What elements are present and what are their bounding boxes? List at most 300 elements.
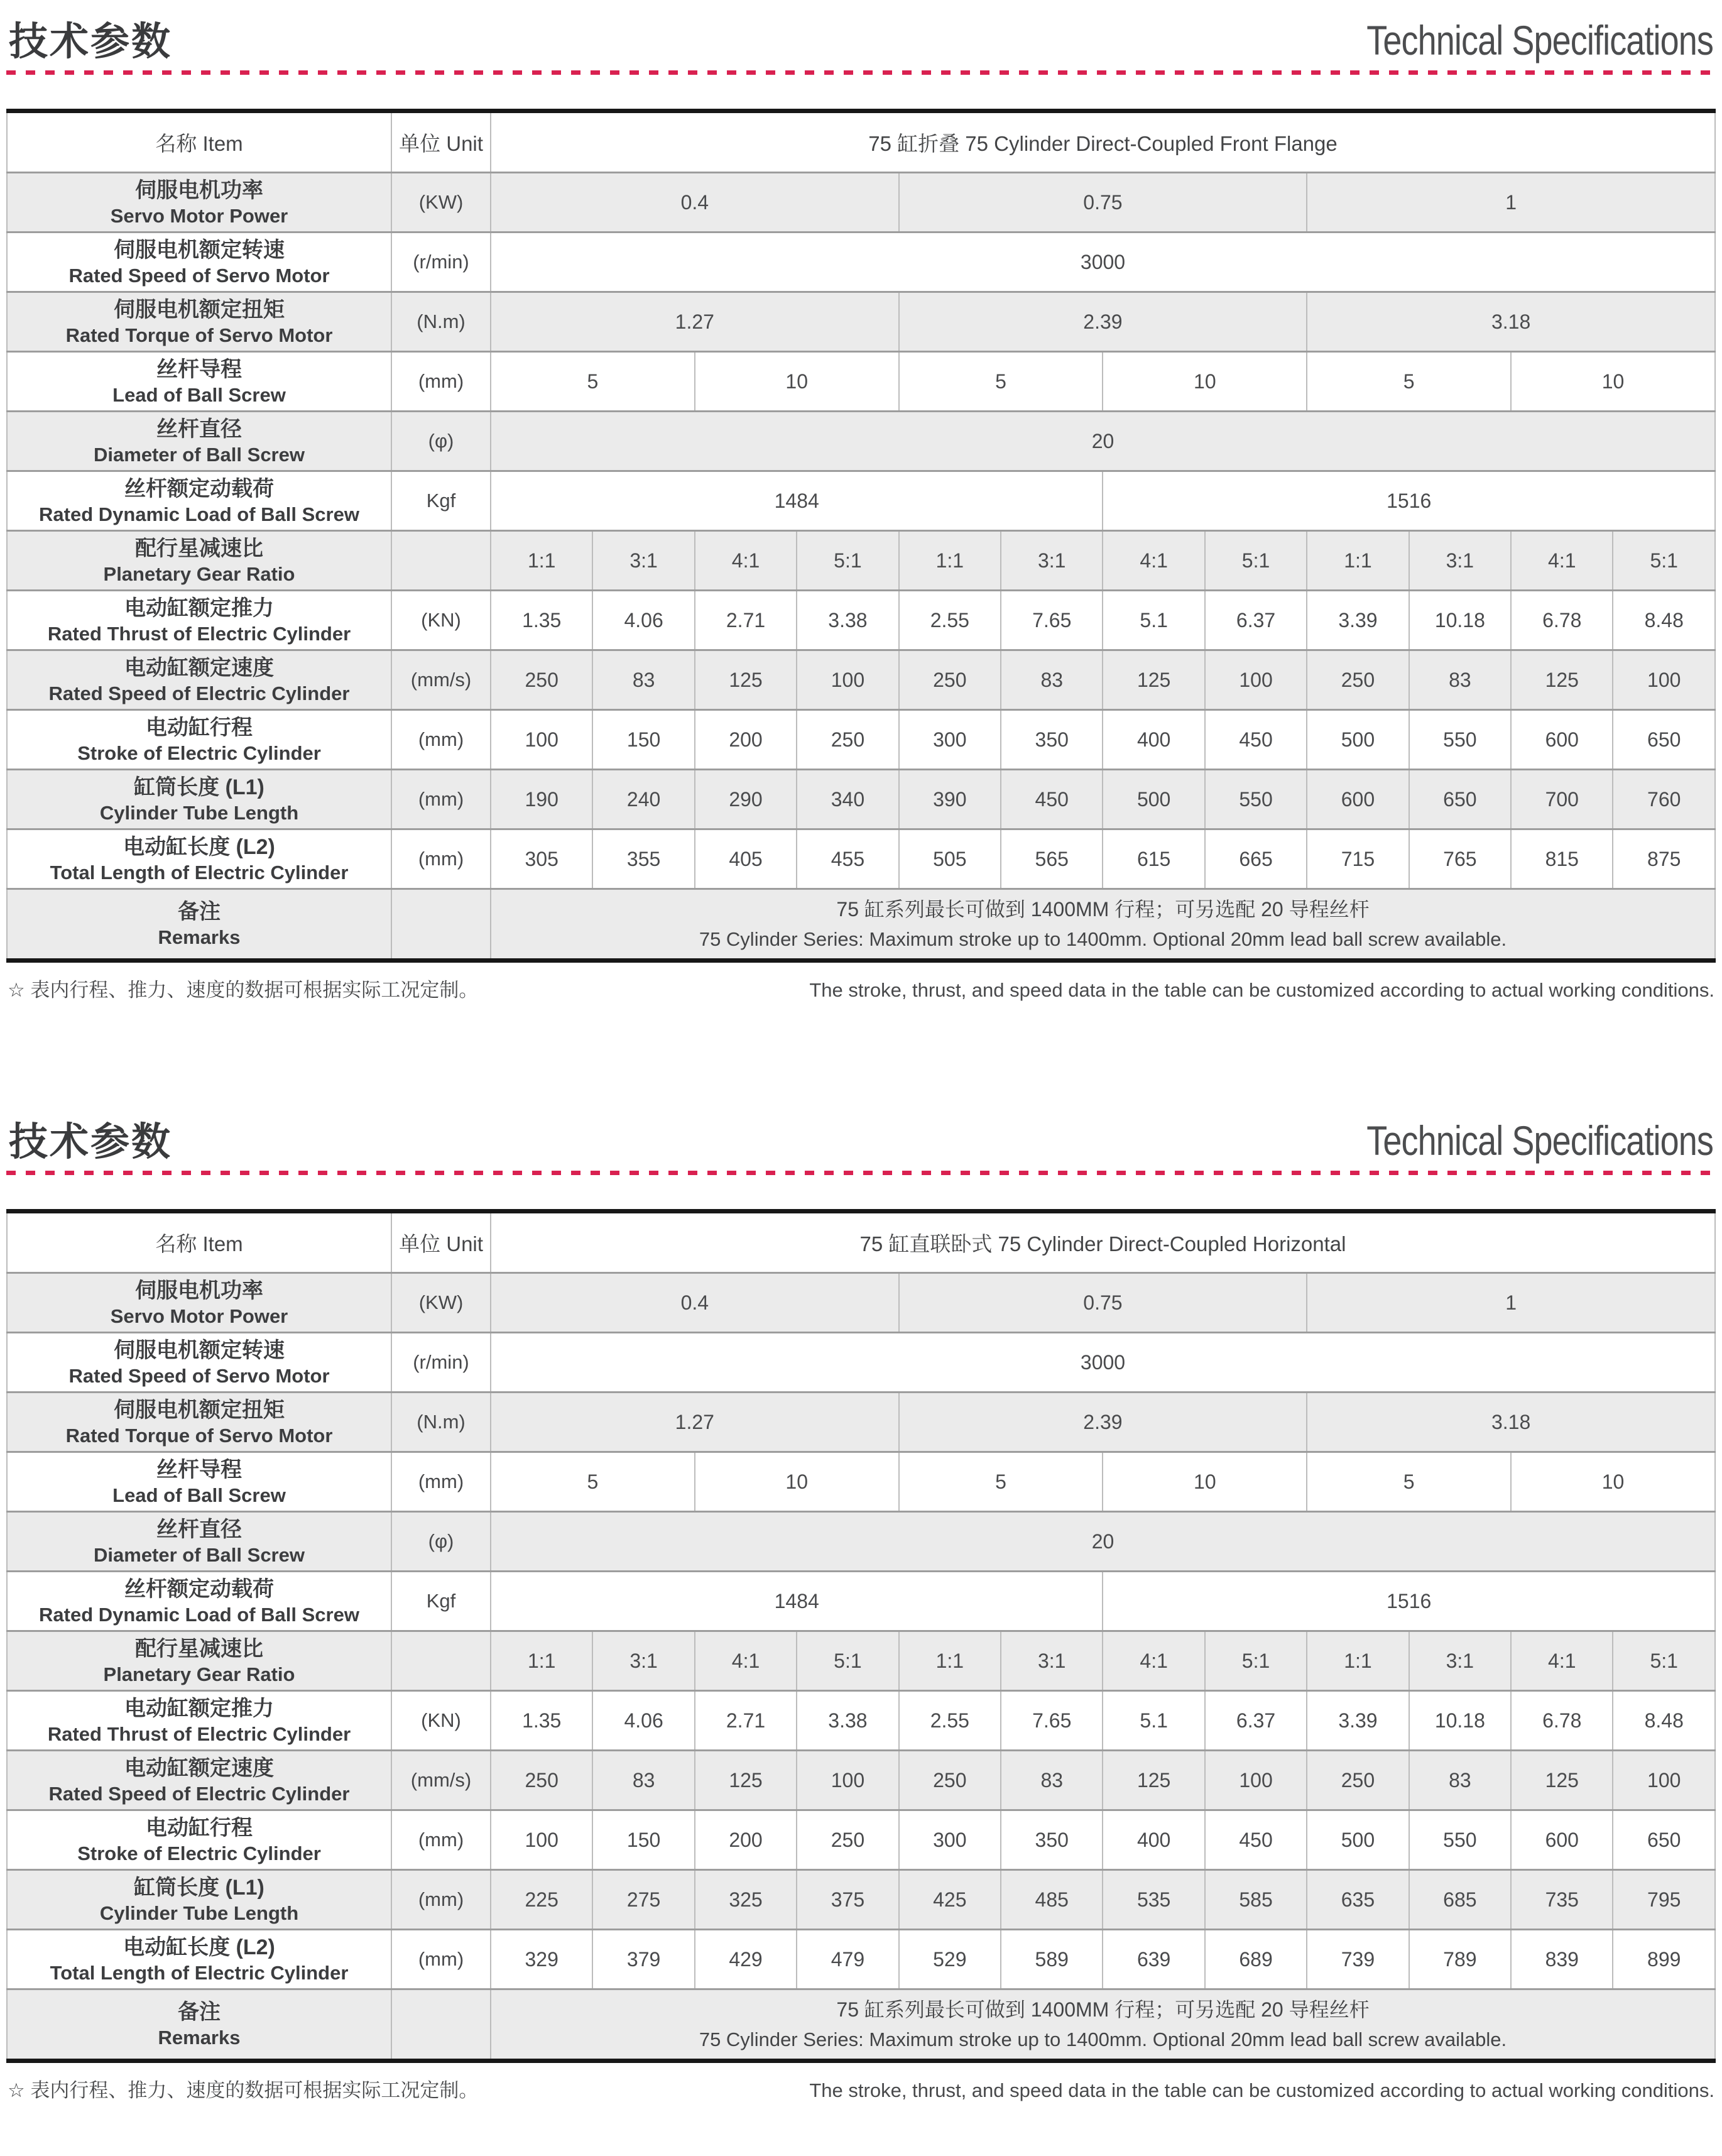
row-label-en: Rated Dynamic Load of Ball Screw [39, 1603, 359, 1626]
row-label-zh: 配行星减速比 [135, 1636, 263, 1661]
dashed-divider [6, 1171, 1716, 1175]
row-label-cell [7, 1452, 391, 1512]
row-unit-cell: (φ) [391, 1512, 491, 1572]
data-cell: 3:1 [1001, 531, 1103, 591]
data-cell: 1 [1307, 173, 1715, 233]
row-unit-cell [391, 531, 491, 591]
row-label-zh: 伺服电机额定扭矩 [114, 1398, 285, 1422]
row-label-zh: 伺服电机功率 [135, 1278, 263, 1303]
footnote [6, 974, 1716, 1002]
row-label-cell [7, 1930, 391, 1989]
data-cell: 789 [1409, 1930, 1511, 1989]
table-row [7, 233, 1715, 292]
table-header-row [7, 111, 1715, 173]
data-cell: 3:1 [1409, 1631, 1511, 1691]
data-cell: 275 [592, 1870, 694, 1930]
data-cell: 1516 [1103, 471, 1715, 531]
data-cell: 10.18 [1409, 1691, 1511, 1751]
item-header-cell: 名称 Item [7, 1212, 391, 1273]
data-cell: 5 [899, 1452, 1103, 1512]
row-label-en: Rated Dynamic Load of Ball Screw [39, 503, 359, 525]
row-label-zh: 伺服电机额定转速 [114, 1338, 285, 1362]
row-label-en: Lead of Ball Screw [112, 1484, 286, 1506]
row-unit-cell: (N.m) [391, 292, 491, 352]
spec-section-front-flange [6, 16, 1716, 1002]
row-unit-cell: (N.m) [391, 1393, 491, 1452]
row-unit-cell: (KN) [391, 1691, 491, 1751]
data-cell: 600 [1511, 1810, 1613, 1870]
row-unit-cell: (mm) [391, 770, 491, 829]
table-row [7, 1572, 1715, 1631]
row-label-zh: 丝杆导程 [156, 357, 242, 381]
table-row [7, 173, 1715, 233]
section-title-en: Technical Specifications [1366, 17, 1713, 64]
data-cell: 0.4 [491, 173, 899, 233]
data-cell: 0.4 [491, 1273, 899, 1333]
data-cell: 5:1 [797, 1631, 898, 1691]
row-label-en: Cylinder Tube Length [99, 1902, 299, 1924]
data-cell: 4:1 [1103, 531, 1204, 591]
row-label-en: Remarks [158, 926, 241, 949]
data-cell: 250 [491, 650, 592, 710]
data-cell: 1 [1307, 1273, 1715, 1333]
data-cell: 10 [1511, 352, 1715, 412]
data-cell: 5:1 [797, 531, 898, 591]
table-row [7, 1870, 1715, 1930]
data-cell: 2.71 [695, 1691, 797, 1751]
data-cell: 250 [491, 1751, 592, 1810]
unit-header-cell: 单位 Unit [391, 111, 491, 173]
spec-table-front-flange [6, 109, 1716, 963]
data-cell: 390 [899, 770, 1001, 829]
data-cell: 1:1 [1307, 1631, 1409, 1691]
data-cell: 3.38 [797, 1691, 898, 1751]
data-cell: 479 [797, 1930, 898, 1989]
footnote-en: The stroke, thrust, and speed data in the table can be customized according to actual working conditions. [809, 979, 1714, 1001]
row-label-en: Stroke of Electric Cylinder [77, 741, 321, 764]
row-label-en: Rated Speed of Servo Motor [68, 1364, 330, 1387]
row-label-cell [7, 650, 391, 710]
row-label-cell [7, 471, 391, 531]
data-cell: 3.39 [1307, 591, 1409, 650]
row-label-cell [7, 173, 391, 233]
data-cell: 585 [1205, 1870, 1307, 1930]
data-cell: 3:1 [1409, 531, 1511, 591]
data-cell: 899 [1613, 1930, 1715, 1989]
table-row [7, 531, 1715, 591]
row-unit-cell: Kgf [391, 471, 491, 531]
data-cell: 650 [1409, 770, 1511, 829]
data-cell: 2.55 [899, 1691, 1001, 1751]
data-cell: 3:1 [592, 1631, 694, 1691]
data-cell: 100 [797, 650, 898, 710]
remark-zh: 75 缸系列最长可做到 1400MM 行程；可另选配 20 导程丝杆 [836, 898, 1370, 921]
data-cell: 550 [1409, 710, 1511, 770]
data-cell: 290 [695, 770, 797, 829]
data-cell: 700 [1511, 770, 1613, 829]
data-cell: 4:1 [1511, 1631, 1613, 1691]
data-cell: 125 [1511, 1751, 1613, 1810]
data-cell: 2.55 [899, 591, 1001, 650]
data-cell: 125 [1103, 650, 1204, 710]
data-cell: 250 [899, 1751, 1001, 1810]
row-label-cell [7, 1751, 391, 1810]
data-cell: 379 [592, 1930, 694, 1989]
data-cell: 8.48 [1613, 591, 1715, 650]
data-cell: 4:1 [695, 531, 797, 591]
row-unit-cell [391, 1989, 491, 2061]
table-row [7, 829, 1715, 889]
row-label-cell [7, 1512, 391, 1572]
data-cell: 3:1 [1001, 1631, 1103, 1691]
data-cell: 100 [1205, 1751, 1307, 1810]
data-cell: 400 [1103, 710, 1204, 770]
data-cell: 5:1 [1613, 531, 1715, 591]
data-cell: 665 [1205, 829, 1307, 889]
dashed-divider [6, 70, 1716, 75]
data-cell: 10 [1103, 1452, 1307, 1512]
data-cell: 83 [1409, 1751, 1511, 1810]
row-unit-cell: (mm/s) [391, 1751, 491, 1810]
data-cell: 4:1 [1511, 531, 1613, 591]
data-cell: 2.71 [695, 591, 797, 650]
section-header [6, 16, 1716, 62]
data-cell: 450 [1205, 710, 1307, 770]
row-label-cell [7, 531, 391, 591]
footnote-zh: ☆ 表内行程、推力、速度的数据可根据实际工况定制。 [8, 2079, 479, 2101]
row-label-zh: 伺服电机额定扭矩 [114, 297, 285, 322]
data-cell: 1:1 [1307, 531, 1409, 591]
row-unit-cell: (r/min) [391, 233, 491, 292]
data-cell: 3:1 [592, 531, 694, 591]
data-cell: 200 [695, 1810, 797, 1870]
row-unit-cell [391, 1631, 491, 1691]
data-cell: 7.65 [1001, 591, 1103, 650]
data-cell: 100 [1613, 1751, 1715, 1810]
data-cell: 1.27 [491, 292, 899, 352]
data-cell: 5 [1307, 352, 1511, 412]
data-cell: 765 [1409, 829, 1511, 889]
table-row [7, 1631, 1715, 1691]
row-unit-cell: (mm) [391, 1930, 491, 1989]
data-cell: 4:1 [695, 1631, 797, 1691]
data-cell: 10 [1103, 352, 1307, 412]
data-cell: 3.39 [1307, 1691, 1409, 1751]
data-cell: 100 [491, 1810, 592, 1870]
row-label-zh: 电动缸额定速度 [124, 655, 274, 680]
row-label-en: Planetary Gear Ratio [103, 562, 295, 585]
row-label-en: Rated Thrust of Electric Cylinder [47, 622, 351, 645]
data-cell: 1.35 [491, 1691, 592, 1751]
row-label-en: Stroke of Electric Cylinder [77, 1842, 321, 1864]
data-cell: 3.18 [1307, 292, 1715, 352]
data-cell: 2.39 [899, 1393, 1307, 1452]
data-cell: 250 [1307, 1751, 1409, 1810]
row-unit-cell: (r/min) [391, 1333, 491, 1393]
table-row [7, 889, 1715, 961]
section-title-zh: 技术参数 [9, 20, 173, 63]
data-cell: 350 [1001, 1810, 1103, 1870]
row-label-en: Total Length of Electric Cylinder [50, 1961, 349, 1984]
data-cell: 429 [695, 1930, 797, 1989]
row-label-zh: 缸筒长度 (L1) [134, 1875, 264, 1900]
row-unit-cell [391, 889, 491, 961]
data-cell: 100 [1205, 650, 1307, 710]
data-cell: 450 [1205, 1810, 1307, 1870]
row-label-cell [7, 233, 391, 292]
data-cell: 535 [1103, 1870, 1204, 1930]
row-label-en: Servo Motor Power [110, 1305, 288, 1327]
data-cell: 735 [1511, 1870, 1613, 1930]
data-cell: 83 [592, 650, 694, 710]
data-cell: 190 [491, 770, 592, 829]
data-cell: 250 [797, 710, 898, 770]
product-header-cell: 75 缸直联卧式 75 Cylinder Direct-Coupled Horizontal [491, 1212, 1715, 1273]
data-cell: 1:1 [491, 1631, 592, 1691]
row-label-cell [7, 1870, 391, 1930]
remarks-cell [491, 1989, 1715, 2061]
data-cell: 795 [1613, 1870, 1715, 1930]
row-label-cell [7, 889, 391, 961]
data-cell: 329 [491, 1930, 592, 1989]
data-cell: 10 [695, 1452, 899, 1512]
data-cell: 5:1 [1205, 1631, 1307, 1691]
data-cell: 715 [1307, 829, 1409, 889]
data-cell: 83 [1409, 650, 1511, 710]
data-cell: 1:1 [899, 1631, 1001, 1691]
data-cell: 1.35 [491, 591, 592, 650]
data-cell: 83 [592, 1751, 694, 1810]
data-cell: 5.1 [1103, 1691, 1204, 1751]
data-cell: 5:1 [1613, 1631, 1715, 1691]
row-label-zh: 电动缸行程 [146, 715, 253, 740]
data-cell: 600 [1307, 770, 1409, 829]
row-label-en: Rated Torque of Servo Motor [65, 1424, 333, 1447]
data-cell: 550 [1409, 1810, 1511, 1870]
data-cell: 10 [695, 352, 899, 412]
data-cell: 240 [592, 770, 694, 829]
row-label-en: Rated Speed of Electric Cylinder [48, 682, 350, 704]
data-cell: 529 [899, 1930, 1001, 1989]
section-title-en: Technical Specifications [1366, 1117, 1713, 1164]
data-cell: 500 [1307, 710, 1409, 770]
row-label-cell [7, 1273, 391, 1333]
row-label-zh: 配行星减速比 [135, 536, 263, 561]
table-row [7, 412, 1715, 471]
data-cell: 305 [491, 829, 592, 889]
row-unit-cell: (mm) [391, 1810, 491, 1870]
table-row [7, 710, 1715, 770]
footnote [6, 2074, 1716, 2103]
row-label-zh: 伺服电机功率 [135, 178, 263, 202]
table-row [7, 1810, 1715, 1870]
data-cell: 500 [1103, 770, 1204, 829]
row-label-cell [7, 1810, 391, 1870]
table-row [7, 1751, 1715, 1810]
row-label-zh: 丝杆直径 [156, 1517, 242, 1541]
row-label-cell [7, 1572, 391, 1631]
row-label-zh: 缸筒长度 (L1) [134, 775, 264, 799]
row-label-cell [7, 710, 391, 770]
data-cell: 375 [797, 1870, 898, 1930]
data-cell: 5 [899, 352, 1103, 412]
row-label-zh: 电动缸长度 (L2) [123, 834, 275, 859]
data-cell: 83 [1001, 650, 1103, 710]
footnote-zh: ☆ 表内行程、推力、速度的数据可根据实际工况定制。 [8, 979, 479, 1001]
data-cell: 1484 [491, 471, 1103, 531]
data-cell: 3000 [491, 233, 1715, 292]
data-cell: 3.38 [797, 591, 898, 650]
data-cell: 2.39 [899, 292, 1307, 352]
row-label-zh: 丝杆额定动载荷 [124, 476, 274, 501]
table-header-row [7, 1212, 1715, 1273]
row-unit-cell: (mm) [391, 829, 491, 889]
table-row [7, 770, 1715, 829]
row-unit-cell: (φ) [391, 412, 491, 471]
unit-header-cell: 单位 Unit [391, 1212, 491, 1273]
data-cell: 650 [1613, 1810, 1715, 1870]
spec-section-horizontal [6, 1117, 1716, 2103]
row-label-en: Rated Torque of Servo Motor [65, 324, 333, 346]
data-cell: 0.75 [899, 173, 1307, 233]
data-cell: 300 [899, 710, 1001, 770]
row-unit-cell: (KW) [391, 1273, 491, 1333]
row-unit-cell: Kgf [391, 1572, 491, 1631]
row-label-en: Rated Speed of Servo Motor [68, 264, 330, 287]
data-cell: 689 [1205, 1930, 1307, 1989]
row-label-cell [7, 591, 391, 650]
row-label-zh: 丝杆直径 [156, 417, 242, 441]
product-header-cell: 75 缸折叠 75 Cylinder Direct-Coupled Front Flange [491, 111, 1715, 173]
data-cell: 565 [1001, 829, 1103, 889]
row-label-en: Cylinder Tube Length [99, 801, 299, 824]
row-label-en: Total Length of Electric Cylinder [50, 861, 349, 884]
data-cell: 5 [1307, 1452, 1511, 1512]
data-cell: 639 [1103, 1930, 1204, 1989]
row-label-cell [7, 1989, 391, 2061]
row-label-cell [7, 412, 391, 471]
data-cell: 600 [1511, 710, 1613, 770]
data-cell: 650 [1613, 710, 1715, 770]
remark-en: 75 Cylinder Series: Maximum stroke up to 1400mm. Optional 20mm lead ball screw available. [699, 928, 1507, 950]
data-cell: 325 [695, 1870, 797, 1930]
row-label-zh: 丝杆额定动载荷 [124, 1577, 274, 1601]
data-cell: 1516 [1103, 1572, 1715, 1631]
data-cell: 100 [491, 710, 592, 770]
row-label-en: Diameter of Ball Screw [94, 1543, 305, 1566]
remarks-cell [491, 889, 1715, 961]
row-unit-cell: (mm) [391, 710, 491, 770]
row-label-zh: 电动缸行程 [146, 1815, 253, 1840]
data-cell: 100 [1613, 650, 1715, 710]
data-cell: 250 [1307, 650, 1409, 710]
data-cell: 100 [797, 1751, 898, 1810]
data-cell: 839 [1511, 1930, 1613, 1989]
row-label-en: Servo Motor Power [110, 204, 288, 227]
data-cell: 405 [695, 829, 797, 889]
data-cell: 0.75 [899, 1273, 1307, 1333]
data-cell: 3000 [491, 1333, 1715, 1393]
row-label-zh: 电动缸额定速度 [124, 1756, 274, 1780]
row-label-cell [7, 1333, 391, 1393]
data-cell: 3.18 [1307, 1393, 1715, 1452]
data-cell: 83 [1001, 1751, 1103, 1810]
data-cell: 8.48 [1613, 1691, 1715, 1751]
data-cell: 150 [592, 710, 694, 770]
row-unit-cell: (mm/s) [391, 650, 491, 710]
data-cell: 589 [1001, 1930, 1103, 1989]
data-cell: 815 [1511, 829, 1613, 889]
row-label-zh: 丝杆导程 [156, 1457, 242, 1482]
table-row [7, 1452, 1715, 1512]
row-unit-cell: (mm) [391, 352, 491, 412]
row-label-zh: 电动缸额定推力 [124, 596, 274, 620]
data-cell: 355 [592, 829, 694, 889]
data-cell: 485 [1001, 1870, 1103, 1930]
data-cell: 6.37 [1205, 1691, 1307, 1751]
remark-zh: 75 缸系列最长可做到 1400MM 行程；可另选配 20 导程丝杆 [836, 1998, 1370, 2022]
data-cell: 125 [695, 1751, 797, 1810]
table-row [7, 471, 1715, 531]
data-cell: 425 [899, 1870, 1001, 1930]
data-cell: 1:1 [899, 531, 1001, 591]
data-cell: 350 [1001, 710, 1103, 770]
data-cell: 400 [1103, 1810, 1204, 1870]
data-cell: 250 [899, 650, 1001, 710]
data-cell: 125 [1103, 1751, 1204, 1810]
row-label-cell [7, 352, 391, 412]
row-label-en: Rated Speed of Electric Cylinder [48, 1782, 350, 1805]
data-cell: 5:1 [1205, 531, 1307, 591]
row-label-cell [7, 1393, 391, 1452]
row-label-en: Lead of Ball Screw [112, 383, 286, 406]
data-cell: 6.37 [1205, 591, 1307, 650]
row-label-en: Planetary Gear Ratio [103, 1663, 295, 1685]
remark-en: 75 Cylinder Series: Maximum stroke up to 1400mm. Optional 20mm lead ball screw available. [699, 2028, 1507, 2050]
data-cell: 1.27 [491, 1393, 899, 1452]
table-row [7, 1989, 1715, 2061]
spec-table-horizontal [6, 1209, 1716, 2063]
section-title-zh: 技术参数 [9, 1120, 173, 1164]
data-cell: 505 [899, 829, 1001, 889]
table-row [7, 1393, 1715, 1452]
data-cell: 10 [1511, 1452, 1715, 1512]
data-cell: 550 [1205, 770, 1307, 829]
data-cell: 875 [1613, 829, 1715, 889]
data-cell: 4.06 [592, 591, 694, 650]
row-label-zh: 电动缸长度 (L2) [123, 1935, 275, 1959]
table-row [7, 1930, 1715, 1989]
data-cell: 6.78 [1511, 591, 1613, 650]
data-cell: 739 [1307, 1930, 1409, 1989]
data-cell: 125 [695, 650, 797, 710]
data-cell: 200 [695, 710, 797, 770]
data-cell: 615 [1103, 829, 1204, 889]
data-cell: 760 [1613, 770, 1715, 829]
row-label-en: Diameter of Ball Screw [94, 443, 305, 466]
data-cell: 225 [491, 1870, 592, 1930]
row-label-en: Remarks [158, 2027, 241, 2049]
data-cell: 5 [491, 1452, 695, 1512]
row-label-cell [7, 770, 391, 829]
footnote-en: The stroke, thrust, and speed data in the table can be customized according to actual working conditions. [809, 2079, 1714, 2101]
data-cell: 340 [797, 770, 898, 829]
data-cell: 685 [1409, 1870, 1511, 1930]
data-cell: 635 [1307, 1870, 1409, 1930]
row-label-cell [7, 292, 391, 352]
table-row [7, 292, 1715, 352]
row-label-zh: 伺服电机额定转速 [114, 238, 285, 262]
